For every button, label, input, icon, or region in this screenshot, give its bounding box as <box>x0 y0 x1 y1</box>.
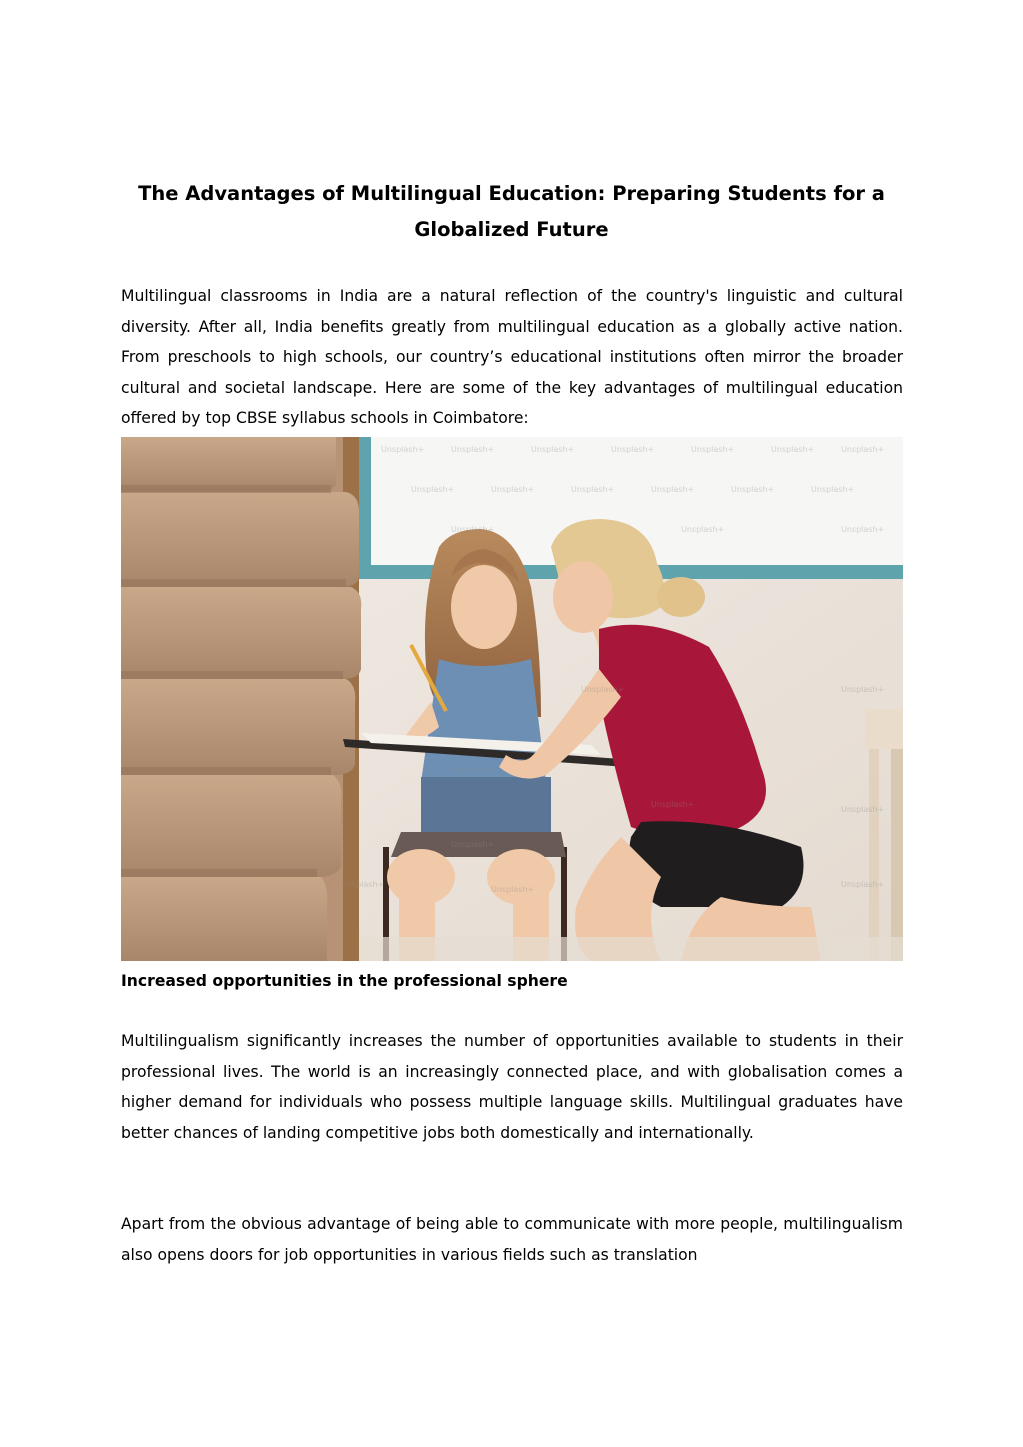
svg-text:Unsplash+: Unsplash+ <box>381 445 425 454</box>
svg-text:Unsplash+: Unsplash+ <box>691 445 735 454</box>
svg-text:Unsplash+: Unsplash+ <box>841 805 885 814</box>
svg-text:Unsplash+: Unsplash+ <box>451 765 495 774</box>
svg-text:Unsplash+: Unsplash+ <box>611 445 655 454</box>
svg-text:Unsplash+: Unsplash+ <box>841 525 885 534</box>
baseboard <box>359 937 903 961</box>
svg-text:Unsplash+: Unsplash+ <box>491 885 535 894</box>
svg-text:Unsplash+: Unsplash+ <box>341 880 385 889</box>
svg-text:Unsplash+: Unsplash+ <box>651 800 695 809</box>
svg-text:Unsplash+: Unsplash+ <box>651 485 695 494</box>
svg-text:Unsplash+: Unsplash+ <box>811 485 855 494</box>
carpeted-stairs <box>121 437 361 961</box>
section-paragraph-2: Apart from the obvious advantage of being able to communicate with more people, multilingualism also opens doors for job opportunities in various fields such as translation <box>121 1215 903 1264</box>
section-heading: Increased opportunities in the professional sphere <box>121 972 568 990</box>
intro-paragraph: Multilingual classrooms in India are a natural reflection of the country's linguistic and cultural diversity. After all, India benefits greatly from multilingual education as a globally active nation. From preschools to high schools, our country’s educational institutions often mirror the broader cultural and societal landscape. Here are some of the key advantages of multilingual education offered by top CBSE syllabus schools in Coimbatore: <box>121 287 903 428</box>
svg-text:Unsplash+: Unsplash+ <box>581 685 625 694</box>
svg-text:Unsplash+: Unsplash+ <box>771 445 815 454</box>
svg-text:Unsplash+: Unsplash+ <box>841 445 885 454</box>
svg-text:Unsplash+: Unsplash+ <box>451 840 495 849</box>
svg-text:Unsplash+: Unsplash+ <box>531 445 575 454</box>
svg-text:Unsplash+: Unsplash+ <box>451 445 495 454</box>
svg-text:Unsplash+: Unsplash+ <box>491 485 535 494</box>
svg-text:Unsplash+: Unsplash+ <box>411 485 455 494</box>
svg-text:Unsplash+: Unsplash+ <box>841 685 885 694</box>
photo-teacher-and-child <box>121 437 903 961</box>
section-paragraph-1: Multilingualism significantly increases the number of opportunities available to students in their professional lives. The world is an increasingly connected place, and with globalisation comes a higher demand for individuals who possess multiple language skills. Multilingual graduates have better chances of landing competitive jobs both domestically and internationally. <box>121 1032 903 1142</box>
svg-text:Unsplash+: Unsplash+ <box>841 880 885 889</box>
photo-illustration <box>121 437 903 961</box>
svg-text:Unsplash+: Unsplash+ <box>681 525 725 534</box>
document-title: The Advantages of Multilingual Education: Preparing Students for a Globalized Future <box>138 182 885 241</box>
svg-text:Unsplash+: Unsplash+ <box>451 525 495 534</box>
svg-text:Unsplash+: Unsplash+ <box>731 485 775 494</box>
svg-text:Unsplash+: Unsplash+ <box>571 485 615 494</box>
